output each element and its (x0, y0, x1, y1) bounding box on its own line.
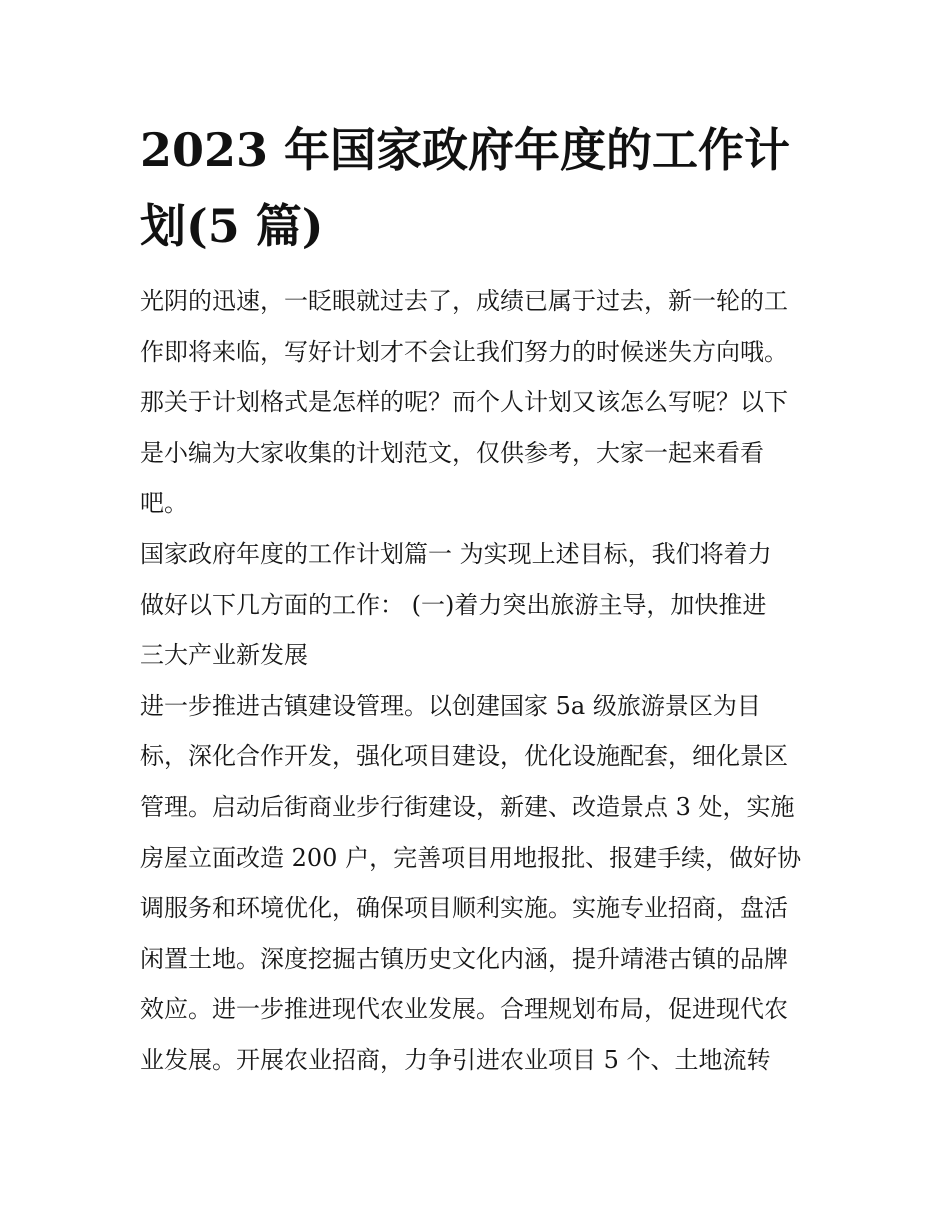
body-line: 国家政府年度的工作计划篇一 为实现上述目标，我们将着力 (140, 539, 772, 568)
body-line: 三大产业新发展 (140, 641, 308, 670)
body-line: 调服务和环境优化，确保项目顺利实施。实施专业招商，盘活 (140, 894, 788, 923)
body-line: 光阴的迅速，一眨眼就过去了，成绩已属于过去，新一轮的工 (140, 287, 788, 315)
document-body (140, 276, 820, 1086)
body-line: 吧。 (140, 489, 188, 518)
body-line: 做好以下几方面的工作： (一)着力突出旅游主导，加快推进 (140, 590, 767, 619)
body-line: 进一步推进古镇建设管理。以创建国家 5a 级旅游景区为目 (140, 691, 761, 720)
document-title (140, 112, 820, 264)
body-line: 标，深化合作开发，强化项目建设，优化设施配套，细化景区 (140, 742, 788, 771)
body-line: 作即将来临，写好计划才不会让我们努力的时候迷失方向哦。 (140, 337, 788, 366)
body-line: 业发展。开展农业招商，力争引进农业项目 5 个、土地流转 (140, 1045, 771, 1074)
body-line: 房屋立面改造 200 户，完善项目用地报批、报建手续，做好协 (140, 843, 802, 872)
body-line: 是小编为大家收集的计划范文，仅供参考，大家一起来看看 (140, 438, 764, 467)
body-line: 那关于计划格式是怎样的呢？而个人计划又该怎么写呢？以下 (140, 388, 788, 417)
body-line: 效应。进一步推进现代农业发展。合理规划布局，促进现代农 (140, 995, 788, 1024)
body-line: 闲置土地。深度挖掘古镇历史文化内涵，提升靖港古镇的品牌 (140, 944, 788, 973)
title-line-2: 划(5 篇) (140, 199, 324, 253)
title-line-1: 2023 年国家政府年度的工作计 (140, 123, 791, 177)
body-line: 管理。启动后街商业步行街建设，新建、改造景点 3 处，实施 (140, 792, 795, 821)
